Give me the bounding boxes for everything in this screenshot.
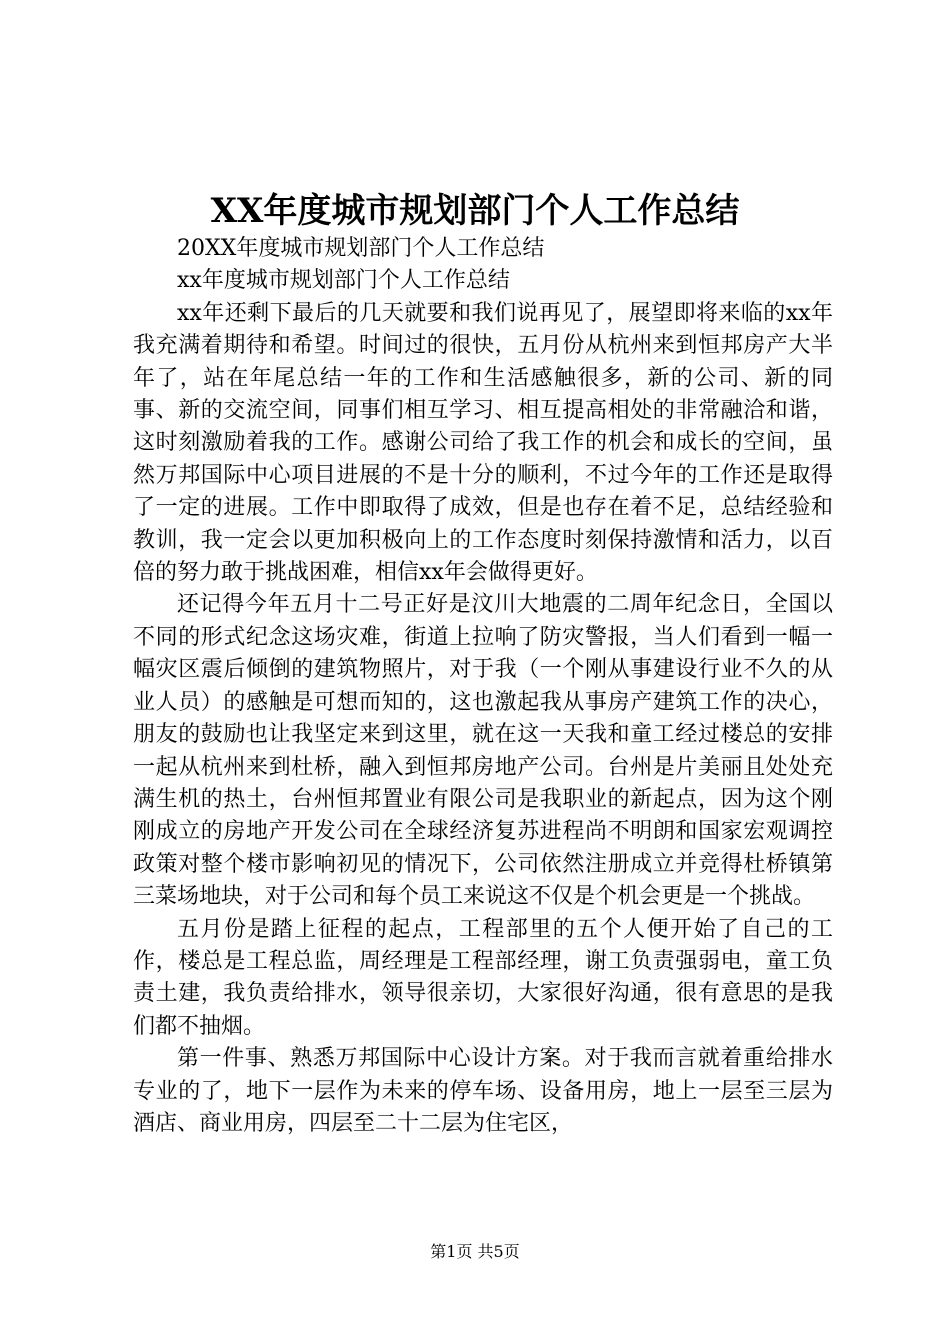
paragraph-team: 五月份是踏上征程的起点，工程部里的五个人便开始了自己的工作，楼总是工程总监，周经理是工程部经理，谢工负责强弱电，童工负责土建，我负责给排水，领导很亲切，大家很好沟通，很有意思的是我们都不抽烟。 [133,916,833,1039]
paragraph-memory: 还记得今年五月十二号正好是汶川大地震的二周年纪念日，全国以不同的形式纪念这场灾难，街道上拉响了防灾警报，当人们看到一幅一幅灾区震后倾倒的建筑物照片，对于我（一个刚从事建设行业不久的从业人员）的感触是可想而知的，这也激起我从事房产建筑工作的决心，朋友的鼓励也让我坚定来到这里，就在这一天我和童工经过楼总的安排一起从杭州来到杜桥，融入到恒邦房地产公司。台州是片美丽且处处充满生机的热土，台州恒邦置业有限公司是我职业的新起点，因为这个刚刚成立的房地产开发公司在全球经济复苏进程尚不明朗和国家宏观调控政策对整个楼市影响初见的情况下，公司依然注册成立并竞得杜桥镇第三菜场地块，对于公司和每个员工来说这不仅是个机会更是一个挑战。 [133,592,833,910]
paragraph-subtitle-1: 20XX年度城市规划部门个人工作总结 [177,236,545,261]
page-footer: 第1页 共5页 [430,1242,520,1261]
document-title: XX年度城市规划部门个人工作总结 [210,191,740,231]
document-body [133,233,833,1140]
paragraph-intro: xx年还剩下最后的几天就要和我们说再见了，展望即将来临的xx年我充满着期待和希望。时间过的很快，五月份从杭州来到恒邦房产大半年了，站在年尾总结一年的工作和生活感触很多，新的公司、新的同事、新的交流空间，同事们相互学习、相互提高相处的非常融洽和谐，这时刻激励着我的工作。感谢公司给了我工作的机会和成长的空间，虽然万邦国际中心项目进展的不是十分的顺利，不过今年的工作还是取得了一定的进展。工作中即取得了成效，但是也存在着不足，总结经验和教训，我一定会以更加积极向上的工作态度时刻保持激情和活力，以百倍的努力敢于挑战困难，相信xx年会做得更好。 [133,300,833,586]
paragraph-first-task: 第一件事、熟悉万邦国际中心设计方案。对于我而言就着重给排水专业的了，地下一层作为未来的停车场、设备用房，地上一层至三层为酒店、商业用房，四层至二十二层为住宅区， [133,1046,833,1136]
paragraph-subtitle-2: xx年度城市规划部门个人工作总结 [177,268,510,294]
